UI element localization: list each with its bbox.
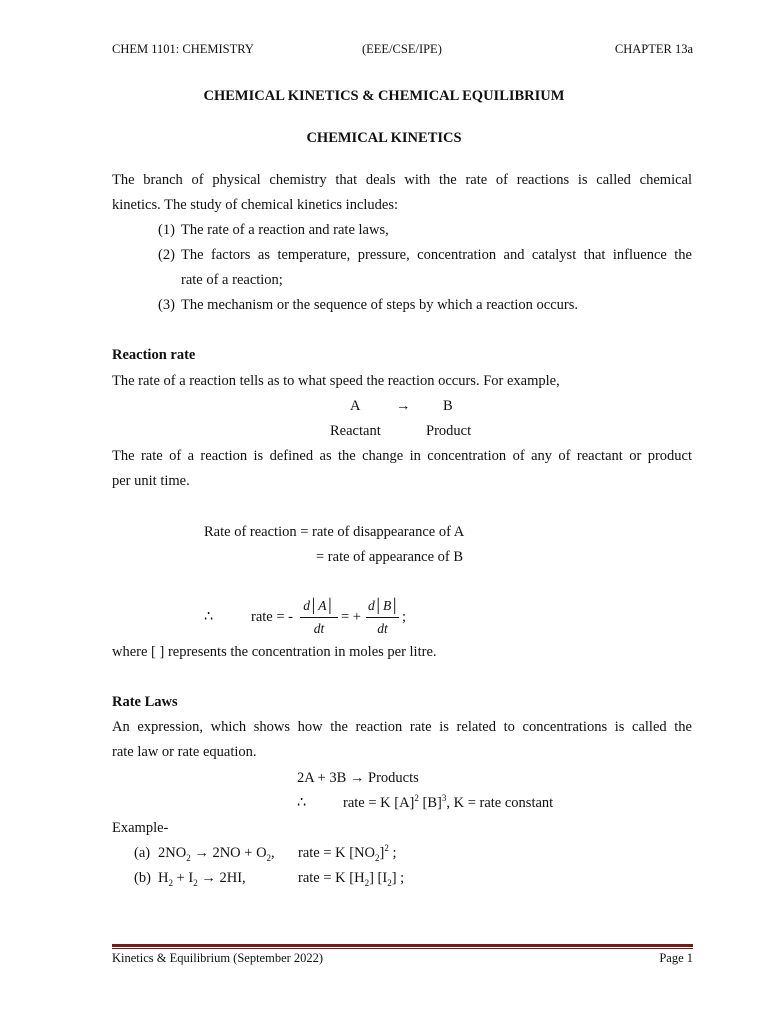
- product-label: Product: [426, 423, 472, 439]
- reactant-label: Reactant: [330, 423, 381, 439]
- list-number-2: (2): [158, 247, 175, 263]
- fraction-da-dt: [300, 598, 338, 637]
- example-b-label: (b): [134, 870, 151, 886]
- rate-law-reaction: 2A + 3B → Products: [297, 770, 419, 786]
- reaction-rate-intro: The rate of a reaction tells as to what speed the reaction occurs. For example,: [112, 373, 560, 389]
- example-a-rate: rate = K $[NO_2]^2$ ;: [298, 843, 397, 863]
- intro-line-1: The branch of physical chemistry that deals with the rate of reactions is called chemical: [112, 172, 692, 188]
- equals-plus: = +: [341, 609, 361, 625]
- list-item-3: The mechanism or the sequence of steps by which a reaction occurs.: [181, 297, 578, 313]
- therefore-symbol: ∴: [204, 609, 214, 625]
- list-number-3: (3): [158, 297, 175, 313]
- list-item-2-continued: rate of a reaction;: [181, 272, 283, 288]
- rate-law-therefore: ∴: [297, 795, 307, 811]
- fraction-db-denominator: dt: [377, 621, 388, 636]
- reaction-arrow: →: [396, 398, 411, 414]
- page-number: Page 1: [659, 951, 693, 965]
- rate-equation-2: = rate of appearance of B: [316, 549, 464, 565]
- example-b-reaction: $H_2 + I_2 \to 2HI$,: [158, 870, 246, 888]
- example-a-label: (a): [134, 845, 151, 861]
- example-b-rate: rate = K $[H_2]$ $[I_2]$ ;: [298, 870, 405, 888]
- list-item-2: The factors as temperature, pressure, concentration and catalyst that influence the: [181, 247, 692, 263]
- fraction-db-numerator: d│B│: [366, 598, 399, 618]
- page-title: CHEMICAL KINETICS & CHEMICAL EQUILIBRIUM: [203, 88, 565, 104]
- rate-equation-1: Rate of reaction = rate of disappearance of A: [204, 524, 465, 540]
- rate-laws-line-1: An expression, which shows how the reaction rate is related to concentrations is called the: [112, 719, 692, 735]
- footer-title: Kinetics & Equilibrium (September 2022): [112, 951, 324, 965]
- header-chapter: CHAPTER 13a: [614, 42, 693, 56]
- footer-rule-thin: [112, 948, 693, 949]
- footer-rule-thick: [112, 944, 693, 947]
- example-a-reaction: $2NO_2 \to 2NO + O_2$,: [158, 845, 275, 863]
- list-item-1: The rate of a reaction and rate laws,: [181, 222, 389, 238]
- rate-laws-line-2: rate law or rate equation.: [112, 744, 257, 760]
- reaction-rate-heading: Reaction rate: [112, 347, 196, 363]
- equation-semicolon: ;: [402, 609, 407, 625]
- rate-label: rate = -: [251, 609, 293, 625]
- fraction-da-numerator: d│A│: [300, 598, 338, 618]
- fraction-db-dt: [366, 598, 399, 637]
- rate-definition-line-2: per unit time.: [112, 473, 190, 489]
- section-title: CHEMICAL KINETICS: [306, 130, 462, 146]
- fraction-da-denominator: dt: [313, 621, 325, 636]
- example-label: Example-: [112, 820, 169, 836]
- list-number-1: (1): [158, 222, 175, 238]
- reaction-species-b: B: [443, 398, 453, 414]
- header-course: CHEM 1101: CHEMISTRY: [112, 42, 254, 56]
- rate-laws-heading: Rate Laws: [112, 694, 178, 710]
- header-dept: (EEE/CSE/IPE): [362, 42, 442, 56]
- reaction-species-a: A: [350, 398, 361, 414]
- rate-definition-line-1: The rate of a reaction is defined as the change in concentration of any of reactant or product: [112, 448, 692, 464]
- intro-line-2: kinetics. The study of chemical kinetics includes:: [112, 197, 399, 213]
- concentration-note: where [ ] represents the concentration in moles per litre.: [112, 644, 437, 660]
- rate-law-expression: rate = K $[A]^2$ $[B]^3$, K = rate constant: [343, 793, 554, 811]
